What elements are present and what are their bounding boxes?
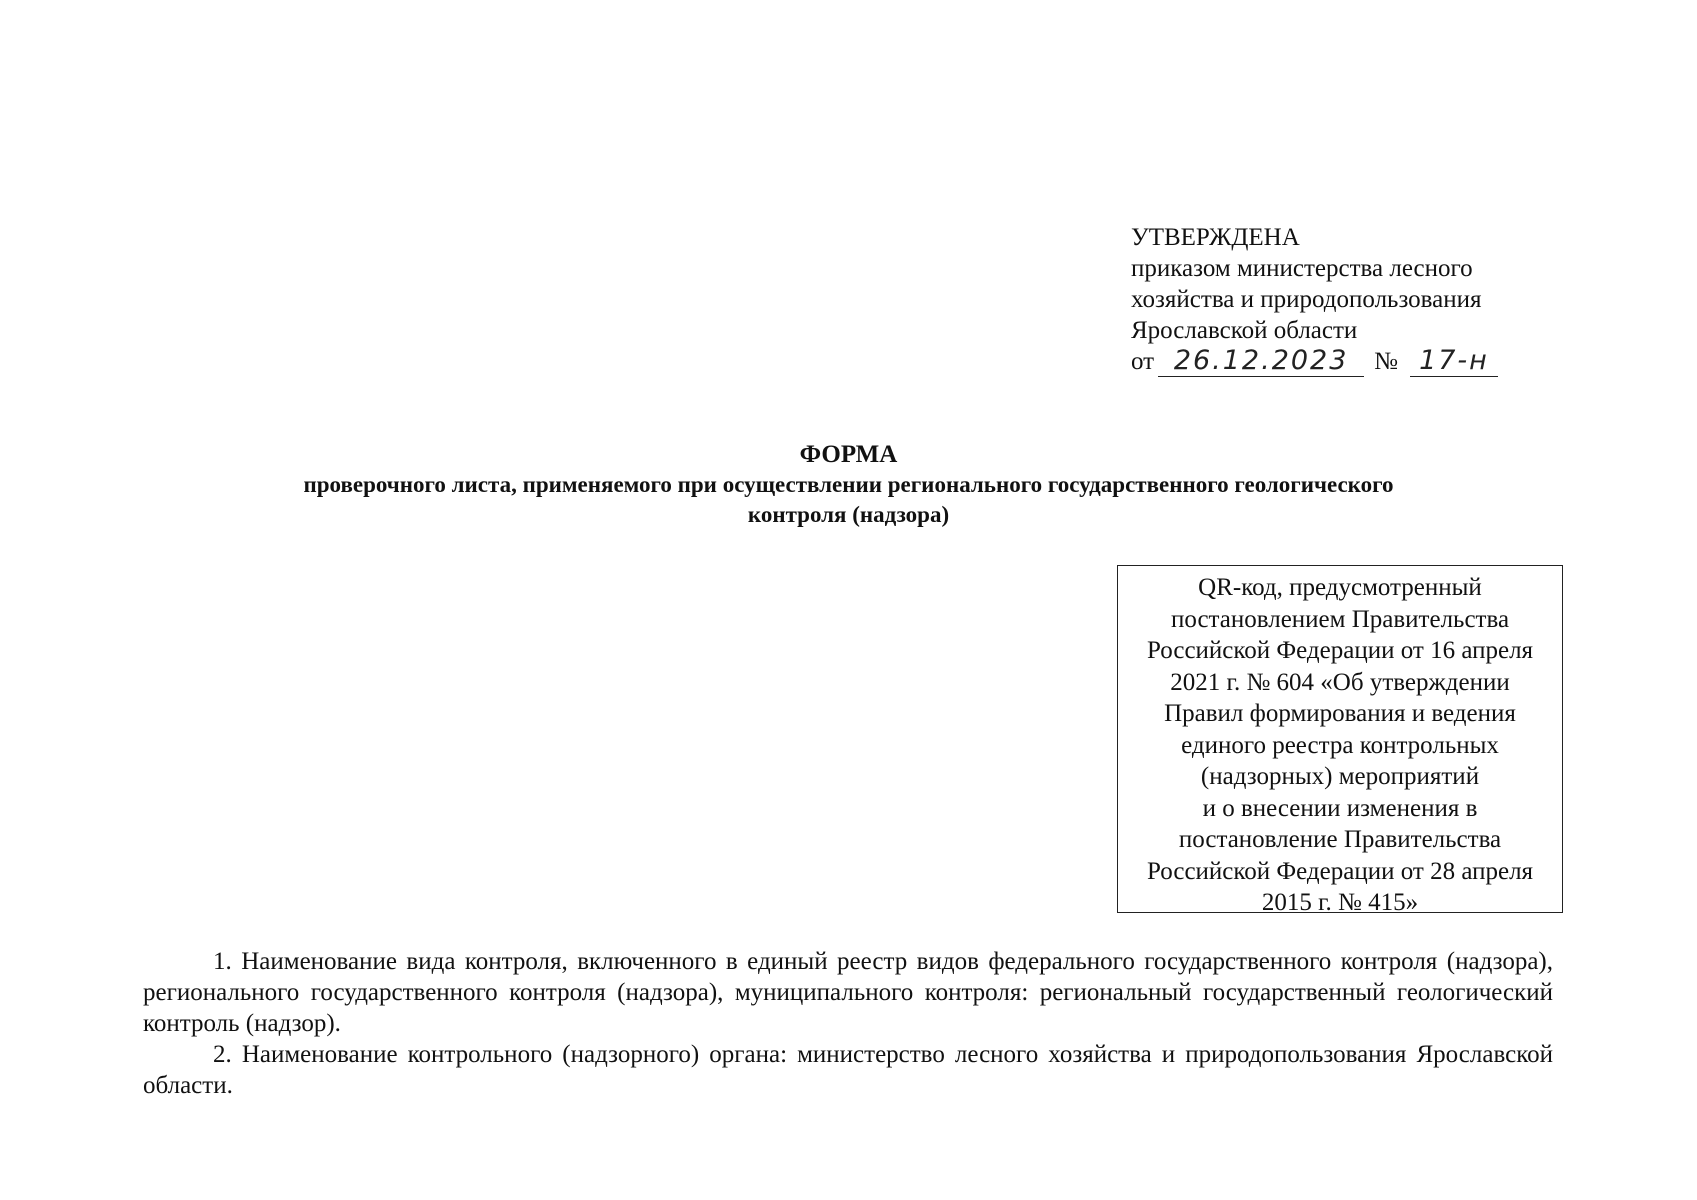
number-sign: № [1374,348,1398,375]
date-prefix: от [1131,348,1155,375]
date-field [1158,347,1364,377]
approval-line-2: хозяйства и природопользования [1131,286,1482,313]
qr-box-line: единого реестра контрольных [1181,731,1499,759]
qr-box-line: Российской Федерации от 28 апреля [1146,857,1534,885]
qr-box-line: Правил формирования и ведения [1164,700,1516,727]
approval-line-1: приказом министерства лесного [1131,255,1473,282]
approval-heading: УТВЕРЖДЕНА [1131,224,1300,251]
qr-box-line: QR-код, предусмотренный [1198,574,1482,601]
qr-box-line: и о внесении изменения в [1202,794,1478,822]
form-subtitle-line-2: контроля (надзора) [747,502,950,527]
approval-stamp [1131,222,1551,377]
number-field [1410,347,1498,377]
approval-line-3: Ярославской области [1131,317,1358,344]
qr-box-line: постановлением Правительства [1170,605,1510,633]
qr-box-line: 2021 г. № 604 «Об утверждении [1170,668,1510,696]
form-subtitle-line-1: проверочного листа, применяемого при осуществлении регионального государственного геологического [303,472,1394,497]
paragraph-2-control-body: 2. Наименование контрольного (надзорного) органа: министерство лесного хозяйства и природопользования Ярославской области. [143,1041,1553,1099]
qr-box-line: 2015 г. № 415» [1261,889,1419,916]
qr-box-line: постановление Правительства [1178,826,1502,853]
qr-code-box [1117,565,1563,916]
paragraph-1-control-type: 1. Наименование вида контроля, включенного в единый реестр видов федерального государственного контроля (надзора), регионального государственного контроля (надзора), муниципального контроля: региональный государственный геологический контроль (надзор). [143,948,1553,1037]
qr-box-line: (надзорных) мероприятий [1200,763,1480,790]
document-body [143,946,1553,1101]
form-title-block [150,440,1547,530]
form-title: ФОРМА [799,441,898,468]
handwritten-date: 26.12.2023 [1173,345,1349,376]
handwritten-number: 17-н [1419,345,1489,376]
qr-box-line: Российской Федерации от 16 апреля [1146,637,1534,664]
approval-date-line [1131,346,1551,377]
